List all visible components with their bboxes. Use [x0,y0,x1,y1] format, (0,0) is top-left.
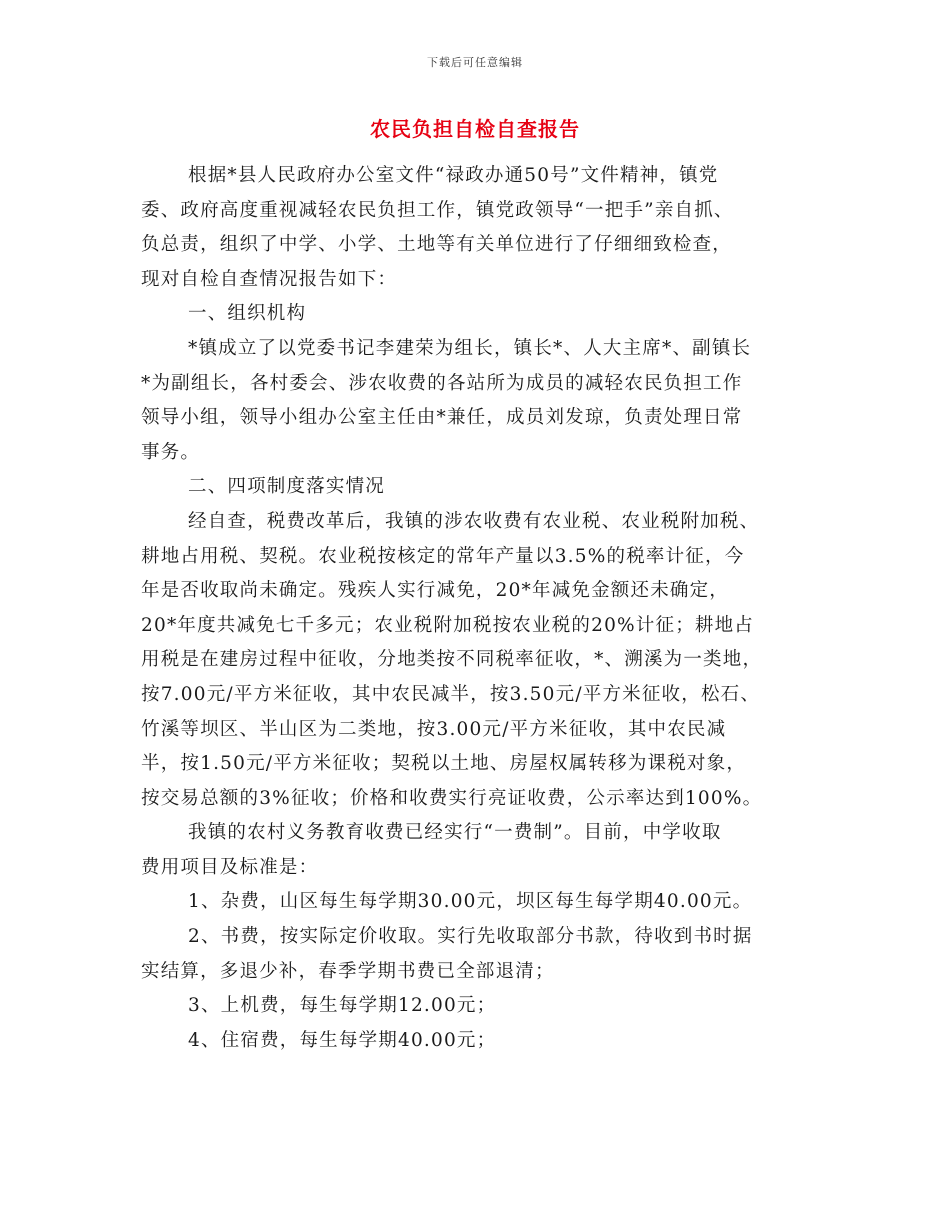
body-line: 现对自检自查情况报告如下： [141,268,398,290]
body-line: 2、书费，按实际定价收取。实行先收取部分书款，待收到书时据 [188,926,753,948]
document-body [141,159,831,1058]
body-line: 经自查，税费改革后，我镇的涉农收费有农业税、农业税附加税、 [188,510,760,532]
body-line: 费用项目及标准是： [141,856,319,878]
body-line: 按交易总额的3%征收；价格和收费实行亮证收费，公示率达到100%。 [141,787,763,809]
body-line: 耕地占用税、契税。农业税按核定的常年产量以3.5%的税率计征，今 [141,545,745,567]
body-line: 20*年度共减免七千多元；农业税附加税按农业税的20%计征；耕地占 [141,614,755,636]
body-line: 年是否收取尚未确定。残疾人实行减免，20*年减免金额还未确定， [141,580,729,602]
body-line: 用税是在建房过程中征收，分地类按不同税率征收，*、溯溪为一类地， [141,649,763,671]
body-line: 1、杂费，山区每生每学期30.00元，坝区每生每学期40.00元。 [188,891,753,913]
body-line: 一、组织机构 [188,303,307,325]
document-title: 农民负担自检自查报告 [370,117,580,141]
body-line: 4、住宿费，每生每学期40.00元； [188,1029,497,1051]
body-line: 3、上机费，每生每学期12.00元； [188,995,497,1017]
body-line: 根据*县人民政府办公室文件“禄政办通50号”文件精神，镇党 [188,165,719,186]
body-line: 负总责，组织了中学、小学、土地等有关单位进行了仔细细致检查， [141,234,733,256]
body-line: 实结算，多退少补，春季学期书费已全部退清； [141,960,555,982]
body-line: 半，按1.50元/平方米征收；契税以土地、房屋权属转移为课税对象， [141,753,747,775]
header-note: 下载后可任意编辑 [427,56,523,69]
body-line: 领导小组，领导小组办公室主任由*兼任，成员刘发琼，负责处理日常 [141,407,743,429]
body-line: 委、政府高度重视减轻农民负担工作，镇党政领导“一把手”亲自抓、 [141,199,734,221]
body-line: 竹溪等坝区、半山区为二类地，按3.00元/平方米征收，其中农民减 [141,718,727,740]
body-line: 二、四项制度落实情况 [188,476,386,498]
body-line: 按7.00元/平方米征收，其中农民减半，按3.50元/平方米征收，松石、 [141,683,761,705]
body-line: 我镇的农村义务教育收费已经实行“一费制”。目前，中学收取 [188,822,722,844]
body-line: *为副组长，各村委会、涉农收费的各站所为成员的减轻农民负担工作 [141,372,743,394]
body-line: 事务。 [141,441,201,463]
body-line: *镇成立了以党委书记李建荣为组长，镇长*、人大主席*、副镇长 [188,337,752,359]
